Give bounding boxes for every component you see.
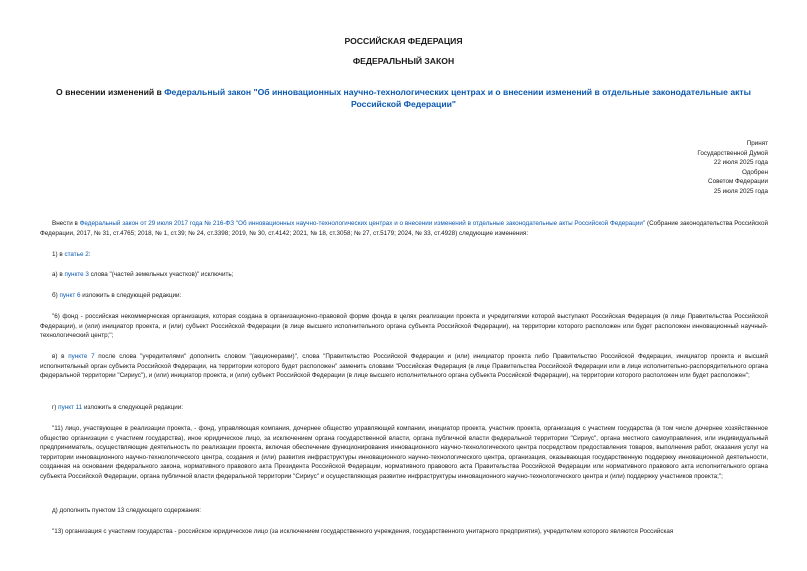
intro-suffix: (Собрание законодательства Российской Федерации, 2017, № 31, ст.4765; 2018, № 1, ст.39; № 24, ст.3398; 2019, № 30, ст.4142; 2021, № 18, ст.3058; № 27, ст.5179; 2024, № 33, ст.4928) следующие изменения: [40, 220, 769, 237]
article-2-link[interactable]: статье 2 [64, 251, 89, 258]
intro-law-link[interactable]: Федеральный закон от 29 июля 2017 года № 216-ФЗ "Об инновационных научно-технологических центрах и о внесении изменений в отдельные законодательные акты Российской Федерации" [79, 220, 646, 227]
item-d: д) дополнить пунктом 13 следующего содержания: [52, 507, 201, 514]
law-title-prefix: О внесении изменений в [56, 87, 165, 97]
point-3-link[interactable]: пункте 3 [64, 271, 89, 278]
point-11-link[interactable]: пункт 11 [58, 404, 83, 411]
point-6-text: "6) фонд - российская некоммерческая организация, которая создана в организационно-правовой форме фонда в целях реализации проекта и учредителями которой выступают Российская Федерация (в лице Правительства Российской Федерации), и (или) инициатор проекта, и (или) субъект Российской Федерации (в лице высшего исполнительного органа субъекта Российской Федерации), на территории которого расположен или будет расположен инновационный научный-технологический центр;"; [40, 313, 768, 340]
point-13-text: "13) организация с участием государства - российское юридическое лицо (за исключением государственного учреждения, государственного унитарного предприятия), учредителем которого являются Российская [52, 528, 674, 535]
item-a-suffix: слова "(частей земельных участков)" исключить; [88, 271, 234, 278]
item-1 [52, 250, 90, 260]
item-b-suffix: изложить в следующей редакции: [80, 292, 182, 299]
item-g [52, 403, 183, 413]
adopted-body: Государственной Думой [697, 149, 768, 157]
item-v-suffix: после слова "учредителями" дополнить словом "(акционерами)", слова "Правительство Российской Федерации и (или) инициатор проекта либо Правительство Российской Федерации, инициатор проекта и высший исполнительный орган субъекта Российской Федерации, на территории которого будет расположен" заменить словами "Российская Федерация (в лице Правительства Российской Федерации или в лице исполнительно-распорядительного органа федеральной территории "Сириус"), и (или) инициатор проекта, и (или) субъект Российской Федерации (в лице высшего исполнительного органа субъекта Российской Федерации), на территории которого расположен или будет расположен"; [40, 353, 768, 380]
item-g-suffix: изложить в следующей редакции: [82, 404, 183, 411]
item-1-suffix: : [88, 251, 91, 258]
item-a [52, 270, 233, 280]
federation-heading: РОССИЙСКАЯ ФЕДЕРАЦИЯ [344, 36, 463, 46]
point-7-link[interactable]: пункте 7 [68, 353, 95, 360]
item-b [52, 291, 181, 301]
approved-body: Советом Федерации [708, 178, 768, 186]
approved-label: Одобрен [741, 168, 768, 176]
point-11-text: "11) лицо, участвующее в реализации проекта, - фонд, управляющая компания, дочернее общество управляющей компании, инициатор проекта, участник проекта, организация с участием государства (в том числе дочернее хозяйственное общество организации с участием государства), иное юридическое лицо, за исключением органа государственной власти, органа публичной власти федеральной территории "Сириус", органа местного самоуправления, или индивидуальный предприниматель, осуществляющие деятельность по реализации проекта, включая обеспечение функционирования инновационного научно-технологического центра посредством предоставления товаров, выполнения работ, оказания услуг на территории инновационного научно-технологического центра, создания и (или) развития инфраструктуры инновационного научно-технологического центра, организация, оказывающая государственную поддержку инновационной деятельности, созданная на основании федерального закона, нормативного правового акта Президента Российской Федерации, нормативного правового акта Правительства Российской Федерации или нормативного правового акта исполнительного органа субъекта Российской Федерации, органа публичной власти федеральной территории "Сириус" и осуществляющая развитие инфраструктуры инновационного научно-технологического центра и (или) поддержку участников проекта;"; [40, 425, 768, 480]
item-g-prefix: г) [52, 404, 59, 411]
adopted-date: 22 июля 2025 года [713, 159, 768, 167]
law-title-link[interactable]: Федеральный закон "Об инновационных научно-технологических центрах и о внесении изменений в отдельные законодательные акты Российской Федерации" [164, 87, 751, 109]
item-v [40, 352, 768, 381]
item-b-prefix: б) [52, 292, 60, 299]
item-v-prefix: в) в [52, 353, 69, 360]
adopted-label: Принят [746, 140, 768, 147]
intro-paragraph [40, 219, 768, 238]
law-title [40, 86, 767, 110]
adoption-info [697, 139, 768, 197]
law-type-heading: ФЕДЕРАЛЬНЫЙ ЗАКОН [352, 56, 455, 66]
item-a-prefix: а) в [52, 271, 65, 278]
intro-prefix: Внести в [52, 220, 80, 227]
approved-date: 25 июля 2025 года [713, 187, 768, 195]
item-1-prefix: 1) в [52, 251, 65, 258]
point-6-link[interactable]: пункт 6 [59, 292, 81, 299]
